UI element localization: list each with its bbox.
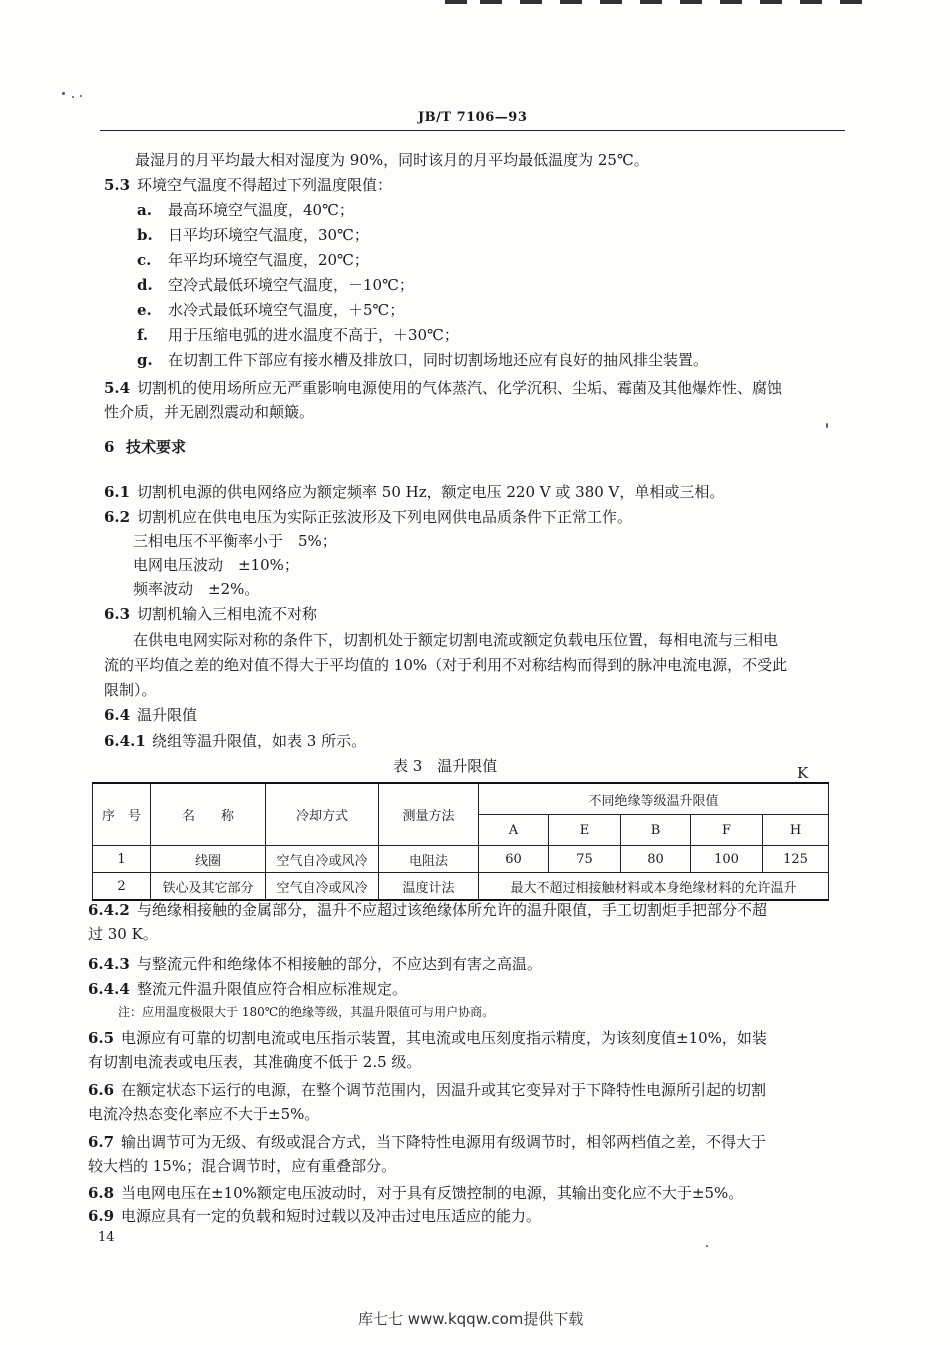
clause-6-7-text-cont: 较大档的 15%；混合调节时，应有重叠部分。 (88, 1157, 397, 1175)
cell-method: 电阻法 (379, 846, 479, 873)
scan-mark (720, 0, 742, 4)
temperature-rise-table (92, 782, 829, 901)
list-item: 空冷式最低环境空气温度，－10℃； (168, 276, 414, 294)
scan-mark (800, 0, 822, 4)
header-insulation-group: 不同绝缘等级温升限值 (479, 783, 829, 815)
scan-mark (600, 0, 622, 4)
clause-6-5-text-cont: 有切割电流表或电压表，其准确度不低于 2.5 级。 (88, 1053, 422, 1071)
scan-mark (520, 0, 542, 4)
clause-6-4-2-text: 与绝缘相接触的金属部分，温升不应超过该绝缘体所允许的温升限值，手工切割炬手把部分不超 (137, 901, 768, 919)
list-item: 年平均环境空气温度，20℃； (168, 251, 369, 269)
scan-mark (760, 0, 782, 4)
continued-text: 最湿月的月平均最大相对湿度为 90%，同时该月的月平均最低温度为 25℃。 (135, 151, 649, 169)
clause-number: 6.6 (88, 1081, 115, 1099)
clause-number: 6.4.3 (88, 955, 130, 973)
list-label: g. (137, 351, 153, 369)
paragraph-line: 限制）。 (104, 681, 157, 699)
scan-speck (72, 96, 74, 98)
table-unit: K (797, 764, 809, 782)
clause-5-4-text: 切割机的使用场所应无严重影响电源使用的气体蒸汽、化学沉积、尘垢、霉菌及其他爆炸性、腐蚀 (137, 379, 783, 397)
section-title: 技术要求 (126, 438, 187, 456)
header-method: 测量方法 (379, 783, 479, 846)
clause-number: 6.4 (104, 706, 131, 724)
section-number: 6 (104, 438, 115, 456)
scan-mark (840, 0, 862, 4)
header-class-b: B (621, 815, 691, 846)
list-label: b. (137, 226, 153, 244)
clause-number: 6.1 (104, 483, 131, 501)
clause-number: 5.4 (104, 379, 131, 397)
clause-number: 6.9 (88, 1207, 115, 1225)
cell-note: 最大不超过相接触材料或本身绝缘材料的允许温升 (479, 873, 829, 901)
clause-number: 6.8 (88, 1184, 115, 1202)
clause-6-1-text: 切割机电源的供电网络应为额定频率 50 Hz，额定电压 220 V 或 380 V，单相或三相。 (137, 483, 725, 501)
running-header: JB/T 7106—93 (418, 110, 528, 125)
table-row (93, 846, 829, 873)
cell-cooling: 空气自冷或风冷 (266, 846, 379, 873)
cell-value: 80 (621, 846, 691, 873)
scan-mark (640, 0, 662, 4)
list-item: 水冷式最低环境空气温度，＋5℃； (168, 301, 405, 319)
scan-mark (445, 0, 467, 4)
clause-6-3-title: 切割机输入三相电流不对称 (137, 605, 318, 623)
header-class-h: H (763, 815, 829, 846)
condition-item: 三相电压不平衡率小于 5%； (133, 532, 337, 550)
clause-number: 6.4.1 (104, 732, 146, 750)
clause-number: 6.4.2 (88, 901, 130, 919)
cell-seq: 2 (93, 873, 151, 901)
clause-6-8-text: 当电网电压在±10%额定电压波动时，对于具有反馈控制的电源，其输出变化应不大于±5%。 (121, 1184, 744, 1202)
cell-name: 铁心及其它部分 (151, 873, 266, 901)
scan-mark (680, 0, 702, 4)
clause-6-6-text: 在额定状态下运行的电源，在整个调节范围内，因温升或其它变异对于下降特性电源所引起的切割 (121, 1081, 767, 1099)
list-item: 日平均环境空气温度，30℃； (168, 226, 369, 244)
clause-6-7-text: 输出调节可为无级、有级或混合方式，当下降特性电源用有级调节时，相邻两档值之差，不得大于 (121, 1133, 767, 1151)
clause-6-6-text-cont: 电流冷热态变化率应不大于±5%。 (88, 1105, 320, 1123)
list-label: a. (137, 201, 152, 219)
scan-mark (560, 0, 582, 4)
paragraph-line: 在供电电网实际对称的条件下，切割机处于额定切割电流或额定负载电压位置，每相电流与三相电 (133, 631, 779, 649)
clause-number: 6.3 (104, 605, 131, 623)
cell-value: 125 (763, 846, 829, 873)
download-footer: 库七七 www.kqqw.com提供下载 (358, 1310, 584, 1328)
clause-5-3-text: 环境空气温度不得超过下列温度限值： (137, 176, 393, 194)
clause-6-4-1-text: 绕组等温升限值，如表 3 所示。 (152, 732, 367, 750)
clause-5-4-text-cont: 性介质，并无剧烈震动和颠簸。 (104, 403, 315, 421)
clause-6-4-3-text: 与整流元件和绝缘体不相接触的部分，不应达到有害之高温。 (137, 955, 543, 973)
header-class-e: E (549, 815, 621, 846)
list-item: 最高环境空气温度，40℃； (168, 201, 354, 219)
cell-name: 线圈 (151, 846, 266, 873)
clause-6-2-text: 切割机应在供电电压为实际正弦波形及下列电网供电品质条件下正常工作。 (137, 508, 633, 526)
clause-6-9-text: 电源应具有一定的负载和短时过载以及冲击过电压适应的能力。 (121, 1207, 542, 1225)
header-class-a: A (479, 815, 549, 846)
condition-item: 电网电压波动 ±10%； (133, 556, 299, 574)
scan-speck (706, 1245, 708, 1247)
scan-speck (80, 95, 82, 97)
table-row (93, 873, 829, 901)
list-label: f. (137, 326, 149, 344)
list-label: d. (137, 276, 153, 294)
clause-6-5-text: 电源应有可靠的切割电流或电压指示装置，其电流或电压刻度指示精度，为该刻度值±10%，如装 (121, 1029, 767, 1047)
clause-number: 6.7 (88, 1133, 115, 1151)
cell-value: 75 (549, 846, 621, 873)
cell-value: 100 (691, 846, 763, 873)
table-caption: 表 3 温升限值 (393, 757, 498, 775)
clause-number: 6.2 (104, 508, 131, 526)
page-number: 14 (98, 1230, 115, 1245)
header-class-f: F (691, 815, 763, 846)
header-cooling: 冷却方式 (266, 783, 379, 846)
clause-6-4-2-text-cont: 过 30 K。 (88, 925, 158, 943)
clause-6-4-title: 温升限值 (137, 706, 198, 724)
table-note: 注：应用温度极限大于 180℃的绝缘等级，其温升限值可与用户协商。 (118, 1005, 495, 1019)
cell-method: 温度计法 (379, 873, 479, 901)
list-label: e. (137, 301, 152, 319)
header-rule (100, 130, 845, 131)
cell-cooling: 空气自冷或风冷 (266, 873, 379, 901)
list-label: c. (137, 251, 152, 269)
cell-seq: 1 (93, 846, 151, 873)
header-seq: 序 号 (93, 783, 151, 846)
list-item: 用于压缩电弧的进水温度不高于，＋30℃； (168, 326, 459, 344)
clause-number: 6.5 (88, 1029, 115, 1047)
clause-number: 6.4.4 (88, 980, 130, 998)
list-item: 在切割工件下部应有接水槽及排放口，同时切割场地还应有良好的抽风排尘装置。 (168, 351, 709, 369)
scan-mark (480, 0, 502, 4)
scan-speck (826, 423, 828, 428)
header-name: 名 称 (151, 783, 266, 846)
clause-6-4-4-text: 整流元件温升限值应符合相应标准规定。 (137, 980, 408, 998)
clause-number: 5.3 (104, 176, 131, 194)
paragraph-line: 流的平均值之差的绝对值不得大于平均值的 10%（对于利用不对称结构而得到的脉冲电流电源，不受此 (104, 656, 788, 674)
cell-value: 60 (479, 846, 549, 873)
condition-item: 频率波动 ±2%。 (133, 580, 260, 598)
scan-speck (62, 92, 65, 95)
